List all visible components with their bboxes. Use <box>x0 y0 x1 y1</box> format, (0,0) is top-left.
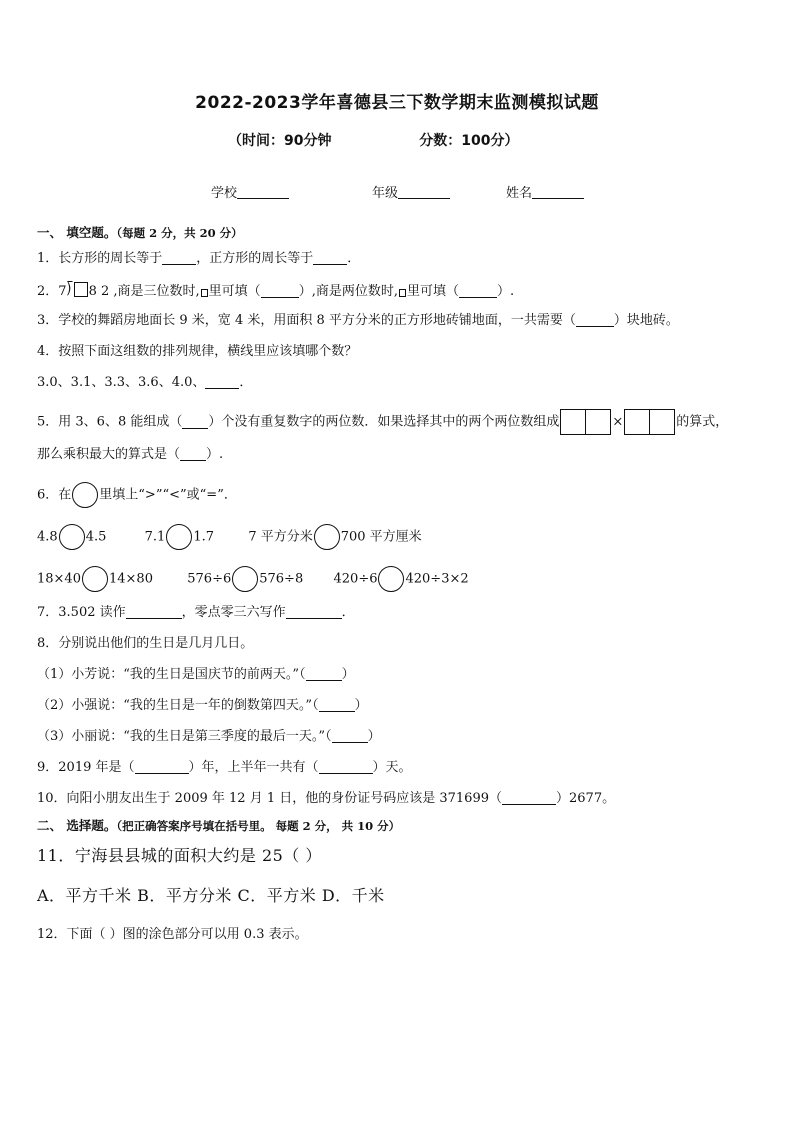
answer-blank[interactable] <box>286 605 342 619</box>
question-1: 1．长方形的周长等于 ，正方形的周长等于 ． <box>37 251 361 266</box>
compare-circle[interactable] <box>232 566 258 592</box>
question-10: 10．向阳小朋友出生于 2009 年 12 月 1 日，他的身份证号码应该是 371699（ ）2677。 <box>37 791 616 806</box>
answer-blank[interactable] <box>459 284 497 298</box>
answer-blank[interactable] <box>205 375 239 389</box>
compare-circle[interactable] <box>82 566 108 592</box>
question-4: 4．按照下面这组数的排列规律，横线里应该填哪个数？ <box>37 344 358 359</box>
division-bracket-icon: ⟌ <box>66 281 73 299</box>
answer-blank[interactable] <box>332 729 368 743</box>
grade-field <box>372 182 450 201</box>
answer-blank[interactable] <box>576 313 614 327</box>
grade-blank[interactable] <box>398 186 450 199</box>
digit-box[interactable] <box>560 409 586 435</box>
answer-blank[interactable] <box>306 667 342 681</box>
digit-box[interactable] <box>650 409 675 435</box>
answer-blank[interactable] <box>313 251 347 265</box>
answer-blank[interactable] <box>182 415 208 429</box>
answer-blank[interactable] <box>261 284 299 298</box>
answer-blank[interactable] <box>502 791 556 805</box>
digit-box-small <box>201 289 208 297</box>
answer-blank[interactable] <box>162 251 196 265</box>
question-11-options: A．平方千米 B．平方分米 C．平方米 D．千米 <box>37 886 385 905</box>
compare-circle-icon <box>72 482 98 508</box>
question-5-line-2: 那么乘积最大的算式是（ ）. <box>37 447 224 462</box>
answer-blank[interactable] <box>319 760 373 774</box>
digit-box[interactable] <box>74 282 88 297</box>
digit-box[interactable] <box>586 409 611 435</box>
answer-blank[interactable] <box>135 760 189 774</box>
answer-blank[interactable] <box>319 698 355 712</box>
digit-box[interactable] <box>624 409 650 435</box>
question-2: 2．7⟌ 8 2 ,商是三位数时, 里可填（ ）,商是两位数时, 里可填（ ）. <box>37 281 515 299</box>
answer-blank[interactable] <box>126 605 182 619</box>
two-digit-box-2 <box>624 409 675 435</box>
exam-time-score: （时间：90分钟 分数：100分） <box>228 133 519 149</box>
name-blank[interactable] <box>532 186 584 199</box>
two-digit-box-1 <box>560 409 611 435</box>
question-5: 5．用 3、6、8 能组成（ ）个没有重复数字的两位数．如果选择其中的两个两位数组成 × 的算式， <box>37 409 728 435</box>
question-6-row-1: 4.8 4.5 7.1 1.7 7 平方分米 700 平方厘米 <box>37 524 422 550</box>
question-3: 3．学校的舞蹈房地面长 9 米，宽 4 米，用面积 8 平方分米的正方形地砖铺地面，一共需要（ ）块地砖。 <box>37 313 679 328</box>
school-blank[interactable] <box>237 186 289 199</box>
question-8: 8．分别说出他们的生日是几月几日。 <box>37 636 254 651</box>
question-8-1: （1）小芳说：“我的生日是国庆节的前两天。”（ ） <box>37 667 355 682</box>
question-4-sequence: 3.0、3.1、3.3、3.6、4.0、 ． <box>37 375 253 390</box>
question-6-row-2: 18×40 14×80 576÷6 576÷8 420÷6 420÷3×2 <box>37 566 469 592</box>
question-11: 11．宁海县县城的面积大约是 25（ ） <box>37 846 322 865</box>
compare-circle[interactable] <box>166 524 192 550</box>
question-8-2: （2）小强说：“我的生日是一年的倒数第四天。”（ ） <box>37 698 368 713</box>
question-8-3: （3）小丽说：“我的生日是第三季度的最后一天。”（ ） <box>37 729 381 744</box>
compare-circle[interactable] <box>314 524 340 550</box>
school-field <box>211 182 289 201</box>
question-7: 7．3.502 读作 ，零点零三六写作 ． <box>37 605 355 620</box>
compare-circle[interactable] <box>59 524 85 550</box>
name-label: 姓名 <box>506 186 533 201</box>
section-2-heading: 二、 选择题。（把正确答案序号填在括号里。 每题 2 分， 共 10 分） <box>37 818 401 833</box>
section-1-heading: 一、 填空题。（每题 2 分，共 20 分） <box>37 225 243 240</box>
question-6: 6．在 里填上“>”“<”或“=”． <box>37 482 237 508</box>
question-9: 9．2019 年是（ ）年，上半年一共有（ ）天。 <box>37 760 412 775</box>
grade-label: 年级 <box>372 186 399 201</box>
compare-circle[interactable] <box>378 566 404 592</box>
answer-blank[interactable] <box>180 447 206 461</box>
page-title: 2022-2023学年喜德县三下数学期末监测模拟试题 <box>195 93 599 113</box>
question-12: 12．下面（ ）图的涂色部分可以用 0.3 表示。 <box>37 927 308 942</box>
digit-box-small <box>399 289 406 297</box>
school-label: 学校 <box>211 186 238 201</box>
name-field <box>506 182 584 201</box>
